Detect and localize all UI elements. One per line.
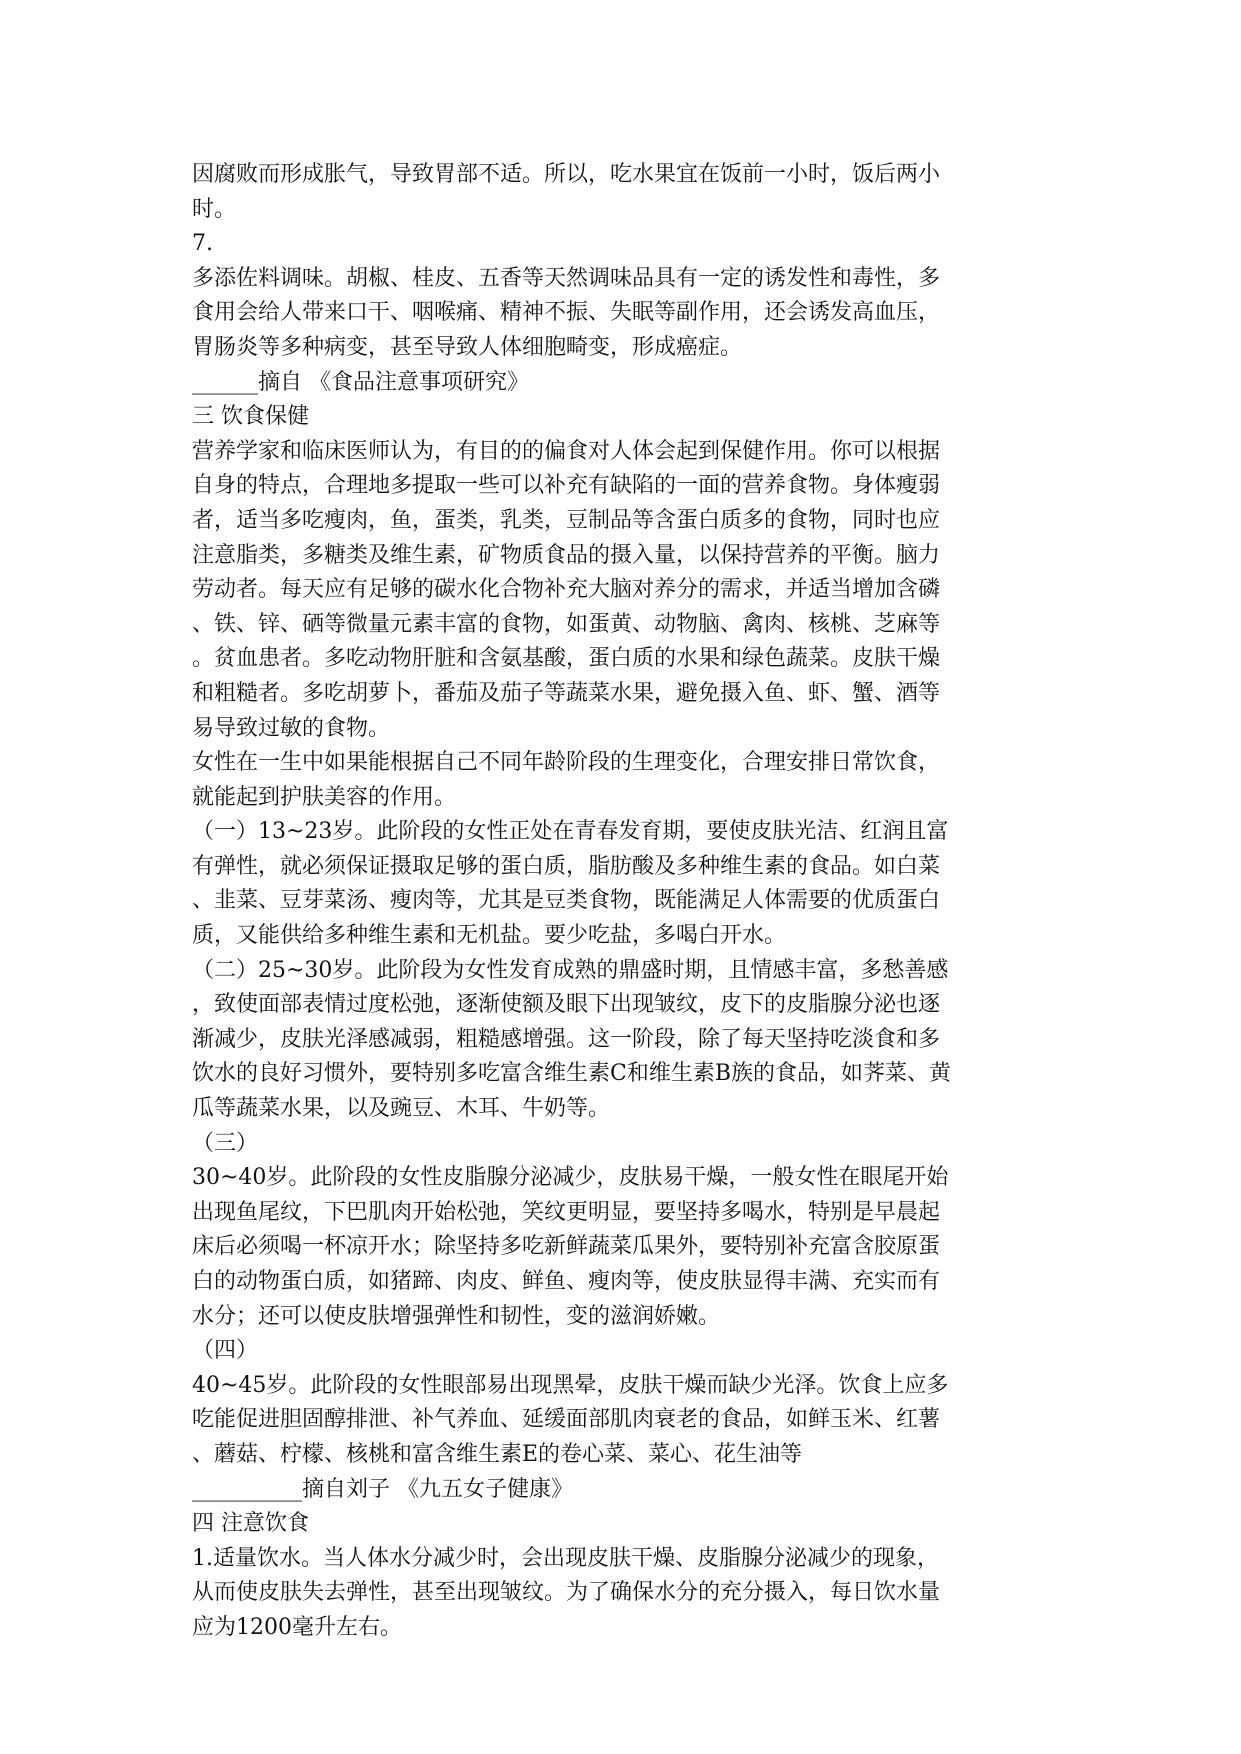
text-line: 30~40岁。此阶段的女性皮脂腺分泌减少，皮肤易干燥，一般女性在眼尾开始 xyxy=(192,1165,949,1191)
source-citation: __________摘自刘子 《九五女子健康》 xyxy=(192,1476,573,1502)
text-line: 有弹性，就必须保证摄取足够的蛋白质，脂肪酸及多种维生素的食品。如白菜 xyxy=(192,853,941,879)
text-line: 白的动物蛋白质，如猪蹄、肉皮、鲜鱼、瘦肉等，使皮肤显得丰满、充实而有 xyxy=(192,1269,941,1294)
text-line: 从而使皮肤失去弹性，甚至出现皱纹。为了确保水分的充分摄入，每日饮水量 xyxy=(192,1580,941,1606)
section-heading: 三 饮食保健 xyxy=(192,404,309,430)
text-line: 渐减少，皮肤光泽感减弱，粗糙感增强。这一阶段，除了每天坚持吃淡食和多 xyxy=(192,1026,941,1052)
text-line: 出现鱼尾纹，下巴肌肉开始松弛，笑纹更明显，要坚持多喝水，特别是早晨起 xyxy=(192,1199,941,1225)
text-line: 饮水的良好习惯外，要特别多吃富含维生素C和维生素B族的食品，如荠菜、黄 xyxy=(192,1061,952,1087)
text-line: 瓜等蔬菜水果，以及豌豆、木耳、牛奶等。 xyxy=(192,1096,611,1122)
section-heading: 四 注意饮食 xyxy=(192,1511,309,1537)
text-line: 注意脂类，多糖类及维生素，矿物质食品的摄入量，以保持营养的平衡。脑力 xyxy=(192,542,941,568)
text-line: 者，适当多吃瘦肉，鱼，蛋类，乳类，豆制品等含蛋白质多的食物，同时也应 xyxy=(192,507,941,533)
subsection-marker: （三） xyxy=(192,1130,259,1156)
text-line: 1.适量饮水。当人体水分减少时，会出现皮肤干燥、皮脂腺分泌减少的现象， xyxy=(192,1545,939,1571)
text-line: 水分；还可以使皮肤增强弹性和韧性，变的滋润娇嫩。 xyxy=(192,1303,721,1329)
document-page xyxy=(192,158,1052,1646)
text-line: 胃肠炎等多种病变，甚至导致人体细胞畸变，形成癌症。 xyxy=(192,334,743,360)
text-line: 和粗糙者。多吃胡萝卜，番茄及茄子等蔬菜水果，避免摄入鱼、虾、蟹、酒等 xyxy=(192,680,941,706)
subsection-marker: （四） xyxy=(192,1338,259,1364)
text-line: 40~45岁。此阶段的女性眼部易出现黑晕，皮肤干燥而缺少光泽。饮食上应多 xyxy=(192,1372,949,1398)
list-number: 7. xyxy=(192,231,213,257)
text-line: 女性在一生中如果能根据自己不同年龄阶段的生理变化，合理安排日常饮食， xyxy=(192,750,941,776)
text-line: 多添佐料调味。胡椒、桂皮、五香等天然调味品具有一定的诱发性和毒性，多 xyxy=(192,265,941,291)
text-line: 因腐败而形成胀气，导致胃部不适。所以，吃水果宜在饭前一小时，饭后两小 xyxy=(192,162,941,187)
text-line: 就能起到护肤美容的作用。 xyxy=(192,784,457,810)
text-line: （一）13~23岁。此阶段的女性正处在青春发育期，要使皮肤光洁、红润且富 xyxy=(192,819,949,845)
text-line: 床后必须喝一杯凉开水；除坚持多吃新鲜蔬菜瓜果外，要特别补充富含胶原蛋 xyxy=(192,1234,941,1260)
text-line: 吃能促进胆固醇排泄、补气养血、延缓面部肌肉衰老的食品，如鲜玉米、红薯 xyxy=(192,1407,941,1433)
text-line: （二）25~30岁。此阶段为女性发育成熟的鼎盛时期，且情感丰富，多愁善感 xyxy=(192,957,949,983)
text-line: 质，又能供给多种维生素和无机盐。要少吃盐，多喝白开水。 xyxy=(192,923,787,949)
text-line: 应为1200毫升左右。 xyxy=(192,1614,402,1640)
text-line: 食用会给人带来口干、咽喉痛、精神不振、失眠等副作用，还会诱发高血压， xyxy=(192,300,941,326)
text-line: 易导致过敏的食物。 xyxy=(192,715,391,741)
text-line: 营养学家和临床医师认为，有目的的偏食对人体会起到保健作用。你可以根据 xyxy=(192,438,941,464)
text-line: ，致使面部表情过度松弛，逐渐使额及眼下出现皱纹，皮下的皮脂腺分泌也逐 xyxy=(192,992,941,1018)
text-line: 、铁、锌、硒等微量元素丰富的食物，如蛋黄、动物脑、禽肉、核桃、芝麻等 xyxy=(192,611,941,637)
text-line: 、韭菜、豆芽菜汤、瘦肉等，尤其是豆类食物，既能满足人体需要的优质蛋白 xyxy=(192,888,941,914)
text-line: 。贫血患者。多吃动物肝脏和含氨基酸，蛋白质的水果和绿色蔬菜。皮肤干燥 xyxy=(192,646,941,672)
text-line: 自身的特点，合理地多提取一些可以补充有缺陷的一面的营养食物。身体瘦弱 xyxy=(192,473,941,499)
text-line: 、蘑菇、柠檬、核桃和富含维生素E的卷心菜、菜心、花生油等 xyxy=(192,1441,803,1467)
source-citation: ______摘自 《食品注意事项研究》 xyxy=(192,369,529,395)
text-line: 劳动者。每天应有足够的碳水化合物补充大脑对养分的需求，并适当增加含磷 xyxy=(192,577,941,603)
text-line: 时。 xyxy=(192,196,237,222)
